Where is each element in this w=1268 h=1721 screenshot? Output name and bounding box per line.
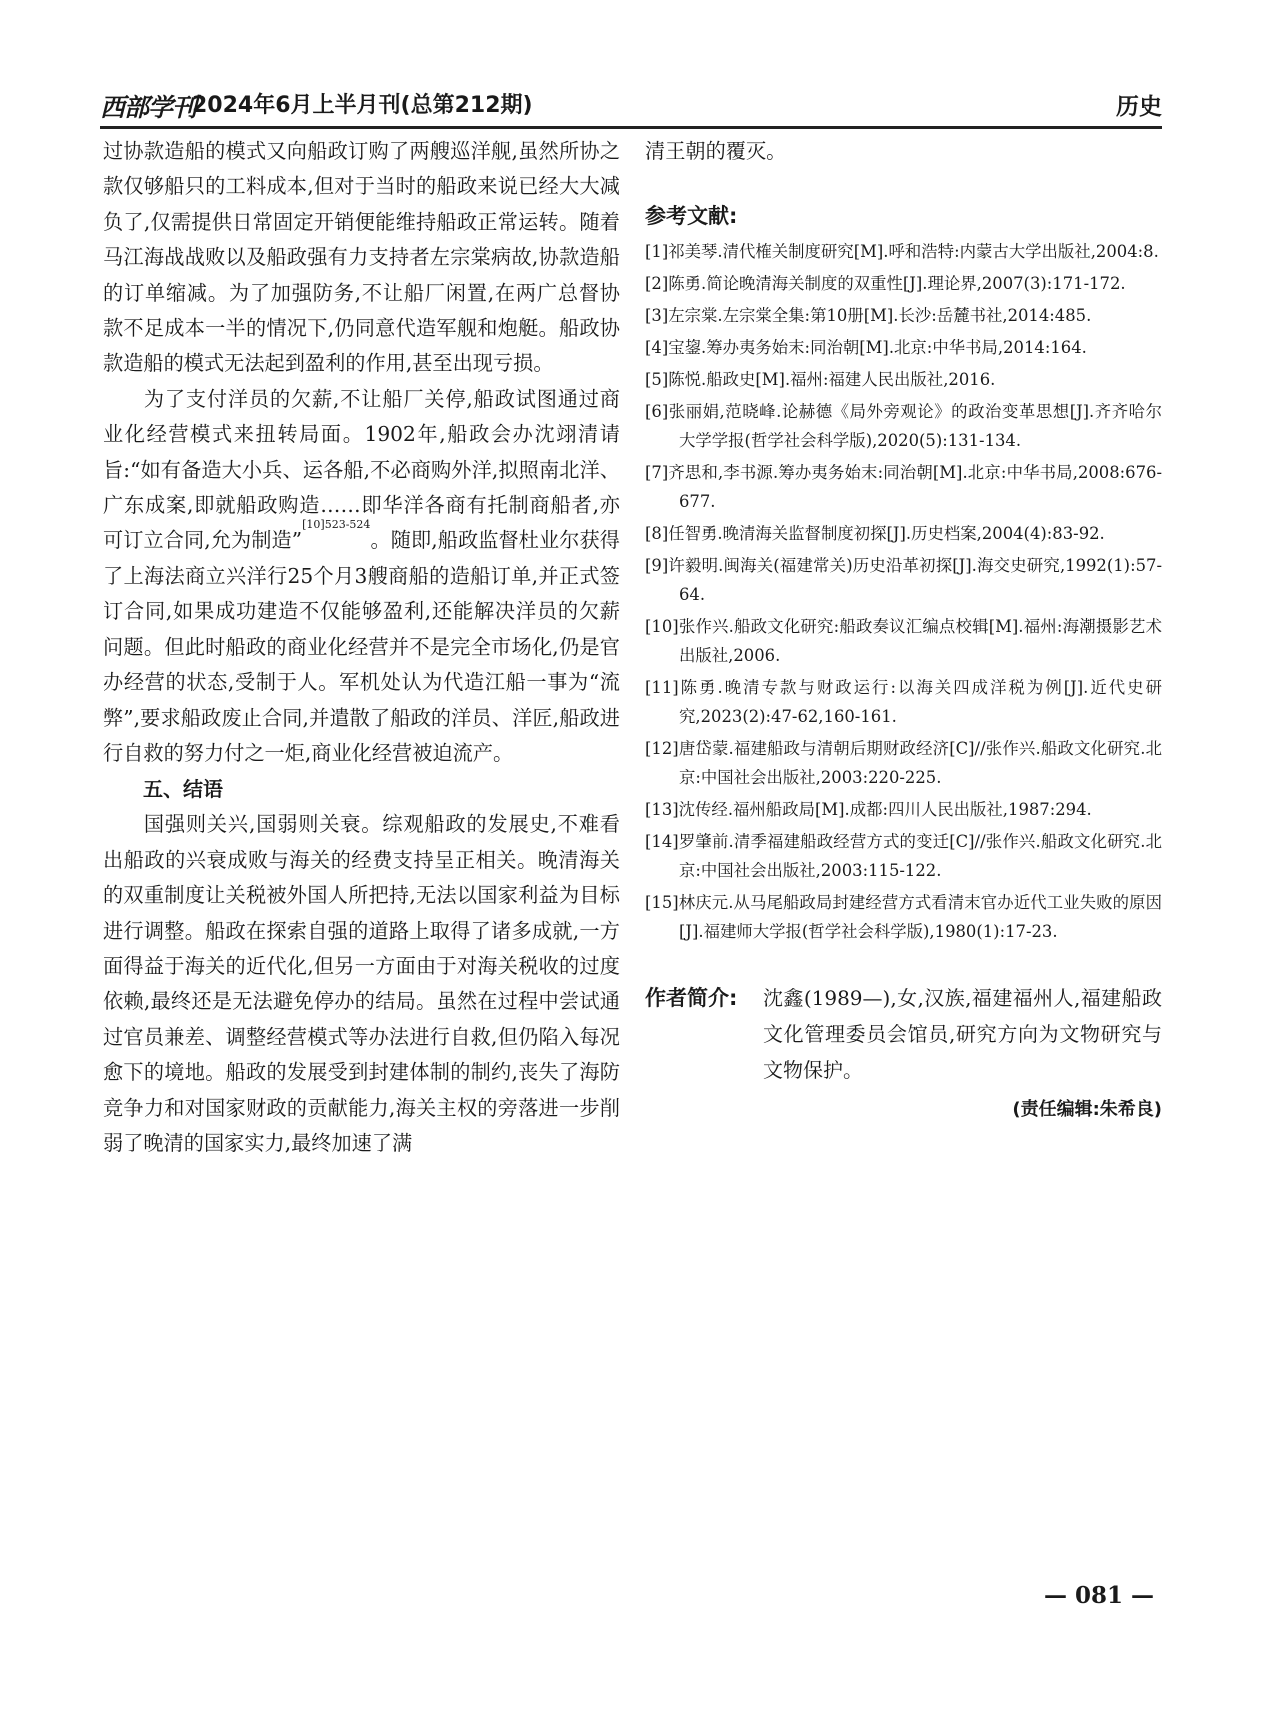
author-bio [645, 980, 1162, 1088]
paragraph: 清王朝的覆灭。 [645, 139, 787, 163]
author-text: 沈鑫(1989—),女,汉族,福建福州人,福建船政文化管理委员会馆员,研究方向为文物研究与文物保护。 [763, 986, 1162, 1083]
reference-item: [6]张丽娟,范晓峰.论赫德《局外旁观论》的政治变革思想[J].齐齐哈尔大学学报(哲学社会科学版),2020(5):131-134. [645, 402, 1162, 451]
reference-item: [9]许毅明.闽海关(福建常关)历史沿革初探[J].海交史研究,1992(1):57-64. [645, 556, 1162, 605]
reference-item: [13]沈传经.福州船政局[M].成都:四川人民出版社,1987:294. [645, 800, 1092, 820]
reference-item: [12]唐岱蒙.福建船政与清朝后期财政经济[C]//张作兴.船政文化研究.北京:中国社会出版社,2003:220-225. [645, 739, 1162, 788]
reference-item: [4]宝鋆.筹办夷务始末:同治朝[M].北京:中华书局,2014:164. [645, 338, 1087, 358]
reference-list [645, 237, 1162, 946]
header-rule [100, 126, 1162, 129]
citation: [10]523-524 [302, 518, 371, 532]
section-label: 历史 [1116, 94, 1162, 120]
reference-item: [10]张作兴.船政文化研究:船政奏议汇编点校辑[M].福州:海潮摄影艺术出版社,2006. [645, 617, 1162, 666]
reference-item: [1]祁美琴.清代榷关制度研究[M].呼和浩特:内蒙古大学出版社,2004:8. [645, 242, 1159, 262]
reference-item: [8]任智勇.晚清海关监督制度初探[J].历史档案,2004(4):83-92. [645, 524, 1105, 544]
author-label: 作者简介: [645, 986, 738, 1011]
right-column [645, 134, 1162, 1126]
paragraph [103, 807, 620, 1161]
paragraph [103, 382, 620, 771]
reference-item: [3]左宗棠.左宗棠全集:第10册[M].长沙:岳麓书社,2014:485. [645, 306, 1092, 326]
issue-info: 2024年6月上半月刊(总第212期) [192, 93, 533, 118]
reference-item: [15]林庆元.从马尾船政局封建经营方式看清末官办近代工业失败的原因[J].福建师大学报(哲学社会科学版),1980(1):17-23. [645, 893, 1162, 942]
reference-item: [2]陈勇.简论晚清海关制度的双重性[J].理论界,2007(3):171-172. [645, 274, 1126, 294]
page-number: — 081 — [1043, 1582, 1154, 1609]
journal-logo: 西部学刊 [100, 93, 197, 122]
section-heading: 五、结语 [143, 777, 223, 802]
reference-item: [11]陈勇.晚清专款与财政运行:以海关四成洋税为例[J].近代史研究,2023(2):47-62,160-161. [645, 678, 1162, 727]
reference-item: [5]陈悦.船政史[M].福州:福建人民出版社,2016. [645, 370, 996, 390]
paragraph: 过协款造船的模式又向船政订购了两艘巡洋舰,虽然所协之款仅够船只的工料成本,但对于当时的船政来说已经大大减负了,仅需提供日常固定开销便能维持船政正常运转。随着马江海战战败以及船政强有力支持者左宗棠病故,协款造船的订单缩减。为了加强防务,不让船厂闲置,在两广总督协款不足成本一半的情况下,仍同意代造军舰和炮艇。船政协款造船的模式无法起到盈利的作用,甚至出现亏损。 [103, 139, 620, 376]
responsible-editor: (责任编辑:朱希良) [1012, 1099, 1162, 1121]
reference-item: [7]齐思和,李书源.筹办夷务始末:同治朝[M].北京:中华书局,2008:676-677. [645, 463, 1162, 512]
left-column [103, 134, 620, 1161]
reference-item: [14]罗肇前.清季福建船政经营方式的变迁[C]//张作兴.船政文化研究.北京:中国社会出版社,2003:115-122. [645, 832, 1162, 881]
paragraph-text: 国强则关兴,国弱则关衰。综观船政的发展史,不难看出船政的兴衰成败与海关的经费支持呈正相关。晚清海关的双重制度让关税被外国人所把持,无法以国家利益为目标进行调整。船政在探索自强的道路上取得了诸多成就,一方面得益于海关的近代化,但另一方面由于对海关税收的过度依赖,最终还是无法避免停办的结局。虽然在过程中尝试通过官员兼差、调整经营模式等办法进行自救,但仍陷入每况愈下的境地。船政的发展受到封建体制的制约,丧失了海防竞争力和对国家财政的贡献能力,海关主权的旁落进一步削弱了晚清的国家实力,最终加速了满 [103, 812, 620, 1155]
references-title: 参考文献: [645, 204, 738, 229]
paragraph-text: 为了支付洋员的欠薪,不让船厂关停,船政试图通过商业化经营模式来扭转局面。1902年,船政会办沈翊清请旨:“如有备造大小兵、运各船,不必商购外洋,拟照南北洋、广东成案,即就船政购造……即华洋各商有托制商船者,亦可订立合同,允为制造” [103, 386, 620, 553]
page-header [100, 84, 1162, 124]
paragraph-text: 。随即,船政监督杜业尔获得了上海法商立兴洋行25个月3艘商船的造船订单,并正式签订合同,如果成功建造不仅能够盈利,还能解决洋员的欠薪问题。但此时船政的商业化经营并不是完全市场化,仍是官办经营的状态,受制于人。军机处认为代造江船一事为“流弊”,要求船政废止合同,并遣散了船政的洋员、洋匠,船政进行自救的努力付之一炬,商业化经营被迫流产。 [103, 528, 620, 765]
